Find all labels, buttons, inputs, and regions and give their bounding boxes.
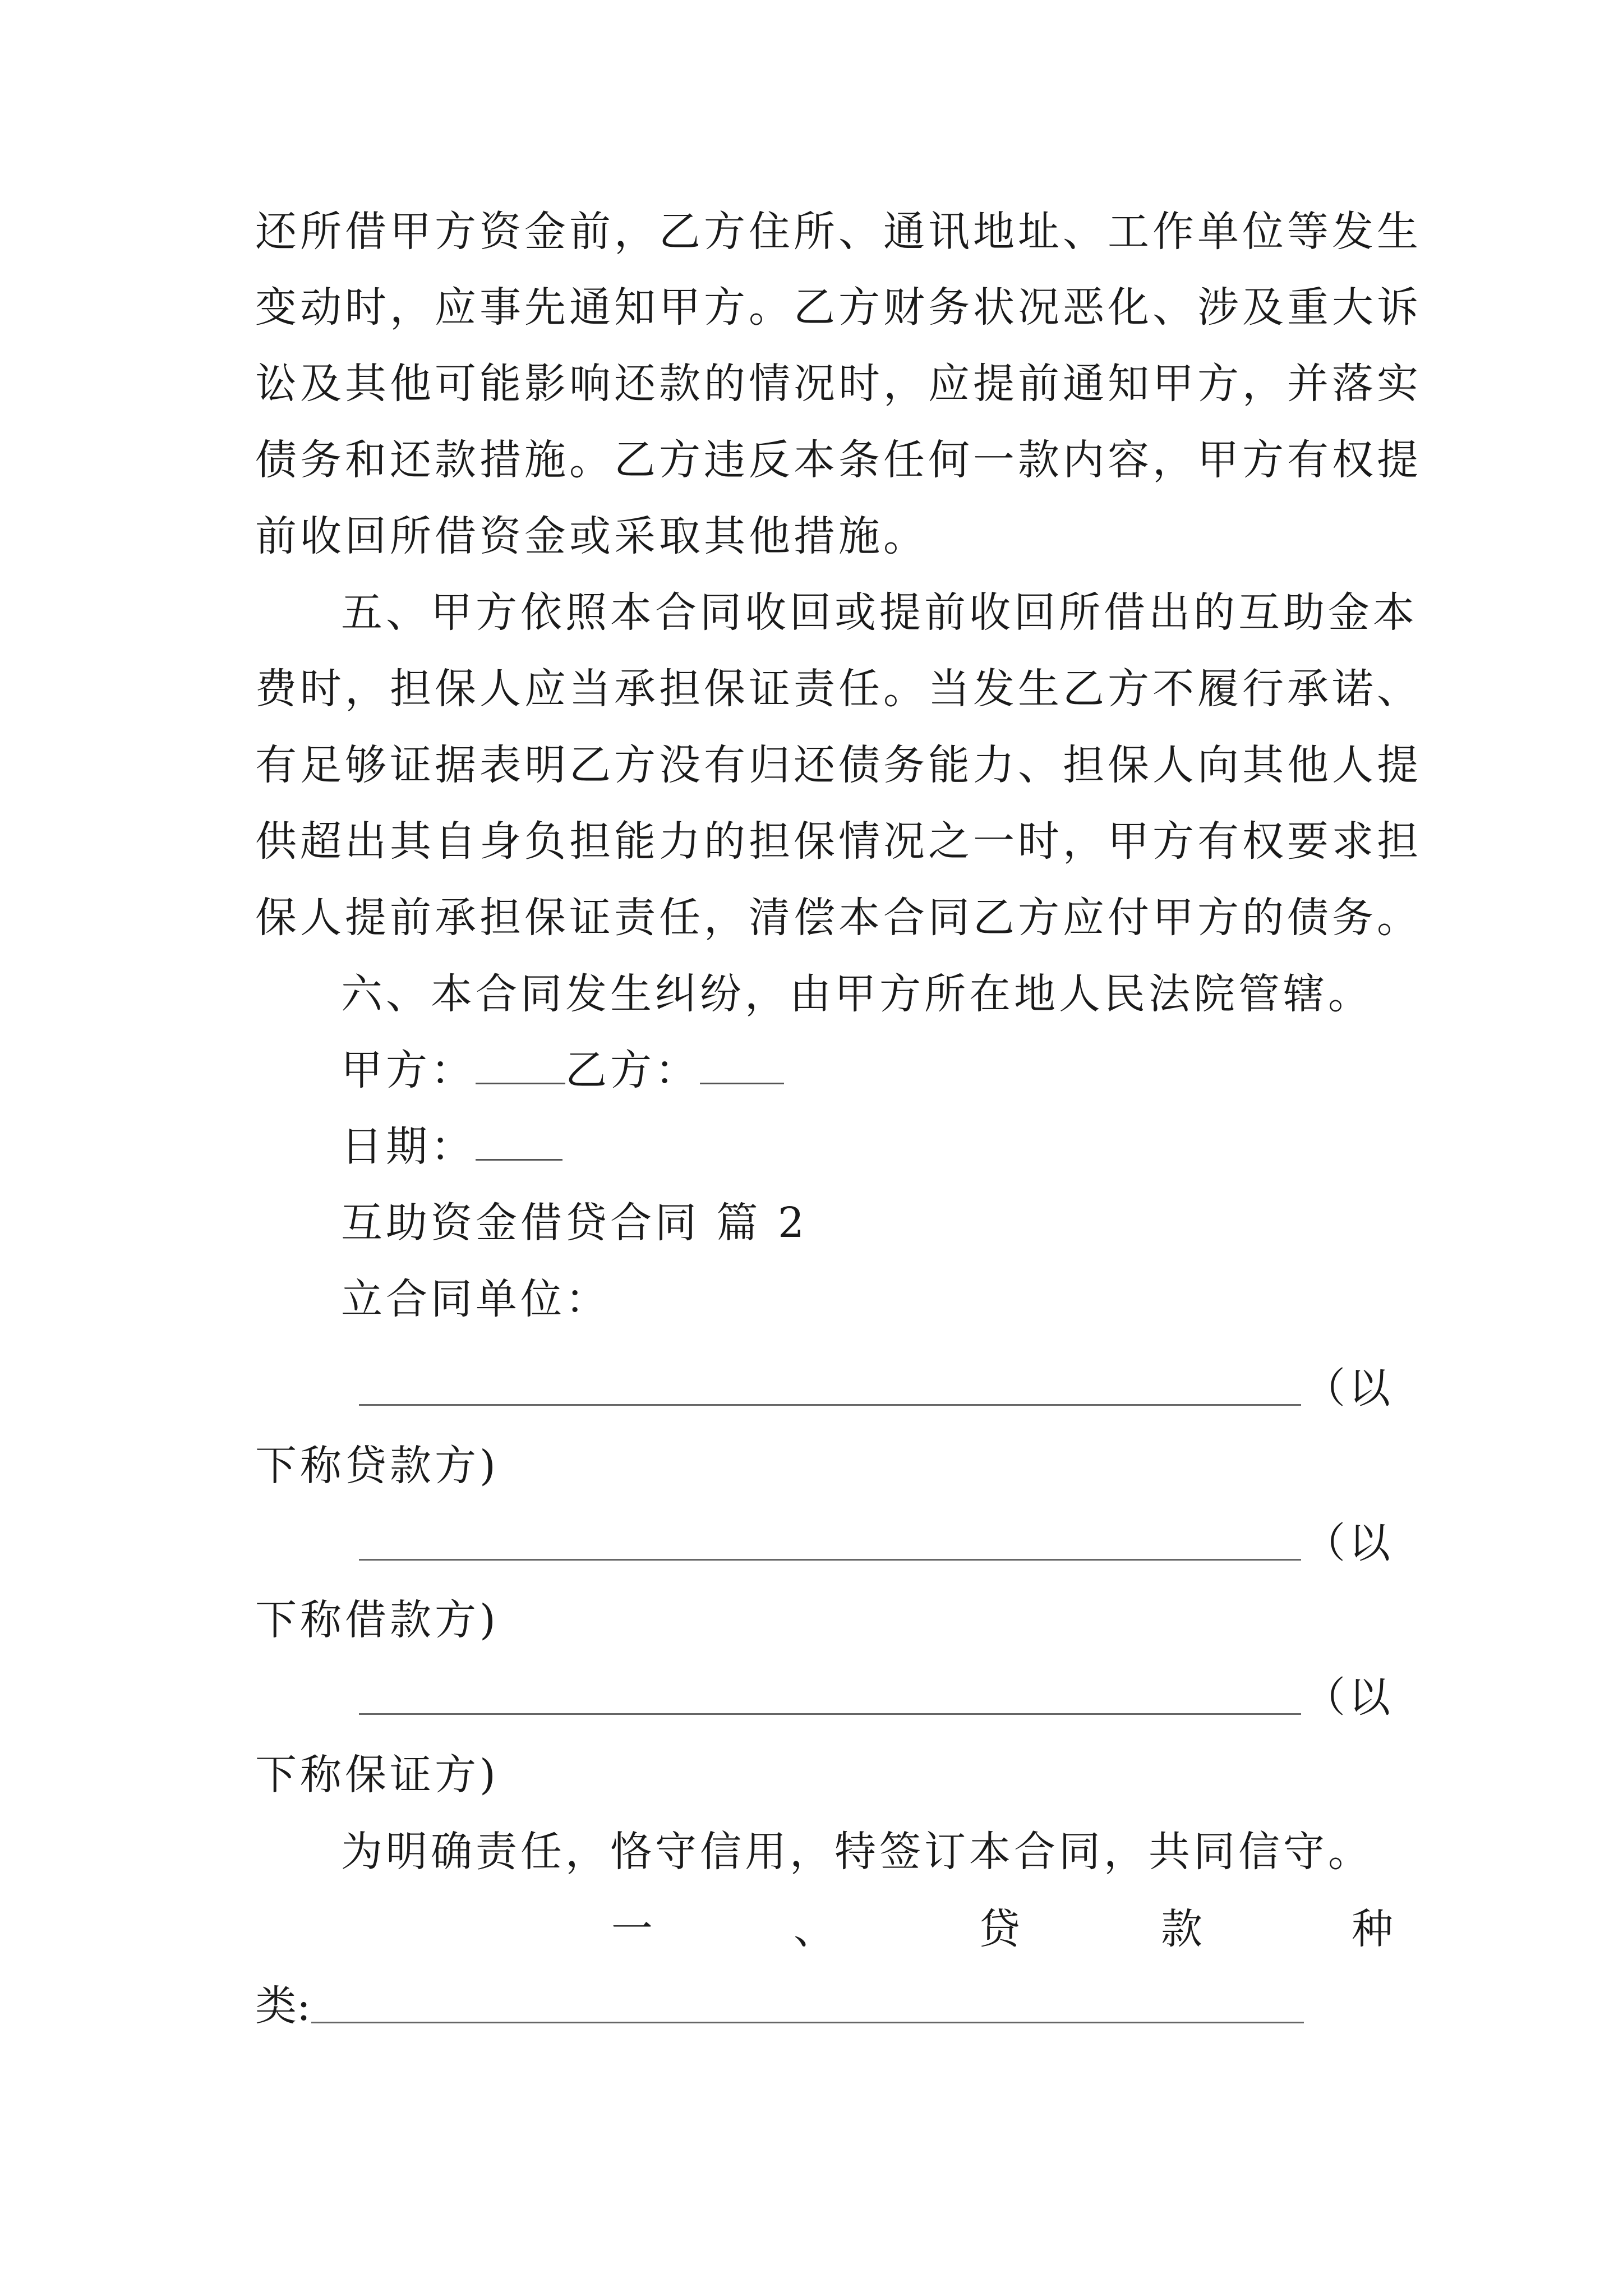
borrower-fill-row [359, 1515, 1394, 1571]
signature-date [341, 1119, 1394, 1175]
paragraph-line: 讼及其他可能影响还款的情况时，应提前通知甲方，并落实 [255, 360, 1422, 408]
parties-label: 立合同单位： [341, 1275, 610, 1323]
clause-5-line: 费时，担保人应当承担保证责任。当发生乙方不履行承诺、 [255, 665, 1422, 713]
item-1-char: 贷 [979, 1905, 1020, 1953]
item-1-char: 款 [1161, 1905, 1202, 1953]
lender-fill-row [359, 1360, 1394, 1416]
date-label: 日期： [341, 1122, 476, 1171]
loan-type-blank[interactable] [311, 2022, 1304, 2023]
item-1-heading [255, 1901, 1394, 1957]
borrower-blank[interactable] [359, 1559, 1301, 1561]
lender-role: 下称贷款方) [255, 1442, 499, 1490]
item-1-char: 种 [1352, 1905, 1393, 1953]
paragraph-line: 变动时，应事先通知甲方。乙方财务状况恶化、涉及重大诉 [255, 283, 1422, 332]
guarantor-fill-row [359, 1669, 1394, 1726]
clause-5-line: 五、甲方依照本合同收回或提前收回所借出的互助金本 [341, 588, 1418, 637]
lender-blank[interactable] [359, 1404, 1301, 1406]
party-b-label: 乙方： [565, 1046, 700, 1094]
clause-5-line: 有足够证据表明乙方没有归还债务能力、担保人向其他人提 [255, 741, 1422, 789]
borrower-role: 下称借款方) [255, 1596, 499, 1644]
item-1-char: 一 [611, 1905, 653, 1953]
paragraph-line: 还所借甲方资金前，乙方住所、通讯地址、工作单位等发生 [255, 208, 1422, 256]
party-b-blank[interactable] [700, 1049, 784, 1084]
paragraph-line: 前收回所借资金或采取其他措施。 [255, 512, 928, 560]
borrower-suffix: （以 [1304, 1519, 1394, 1567]
date-blank[interactable] [476, 1125, 562, 1161]
section-title: 互助资金借贷合同 篇 2 [341, 1199, 808, 1247]
clause-5-line: 保人提前承担保证责任，清偿本合同乙方应付甲方的债务。 [255, 894, 1422, 942]
clause-5-line: 供超出其自身负担能力的担保情况之一时，甲方有权要求担 [255, 817, 1422, 866]
guarantor-role: 下称保证方) [255, 1751, 499, 1799]
preamble: 为明确责任，恪守信用，特签订本合同，共同信守。 [341, 1828, 1373, 1876]
guarantor-blank[interactable] [359, 1713, 1301, 1715]
party-a-label: 甲方： [341, 1046, 476, 1094]
item-1-char: 、 [794, 1905, 835, 1953]
party-a-blank[interactable] [476, 1049, 565, 1084]
guarantor-suffix: （以 [1304, 1673, 1394, 1722]
paragraph-line: 债务和还款措施。乙方违反本条任何一款内容，甲方有权提 [255, 436, 1422, 484]
lender-suffix: （以 [1304, 1364, 1394, 1412]
item-1-tail [255, 1978, 1394, 2034]
signature-parties [341, 1042, 1394, 1098]
item-1-tail-label: 类: [255, 1982, 311, 2030]
clause-6: 六、本合同发生纠纷，由甲方所在地人民法院管辖。 [341, 970, 1373, 1018]
